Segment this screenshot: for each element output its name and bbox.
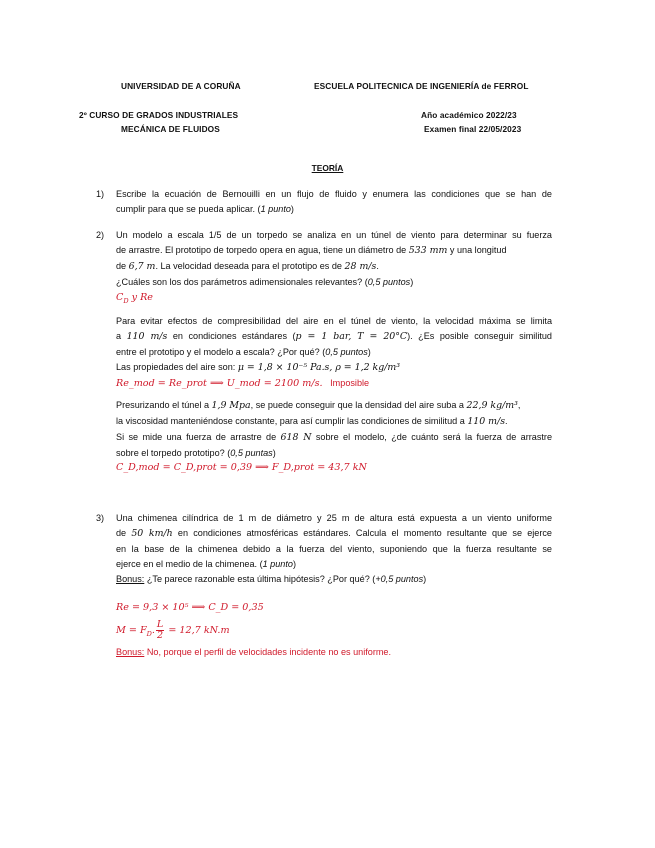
university-name: UNIVERSIDAD DE A CORUÑA [121, 81, 241, 91]
question-2-line-3: de 6,7 m. La velocidad deseada para el prototipo es de 28 m/s. [116, 260, 379, 272]
answer-2a: $C_D$ y Re [116, 291, 153, 305]
question-3-line-1: Una chimenea cilíndrica de 1 m de diámetro y 25 m de altura está expuesta a un viento uniforme [116, 513, 552, 523]
answer-2c: C_D,mod = C_D,prot = 0,39 ⟹ F_D,prot = 43,7 kN [116, 461, 367, 473]
section-title [0, 163, 655, 173]
question-2c-line-4: sobre el torpedo prototipo? (0,5 puntas) [116, 447, 276, 458]
question-1-line-2: cumplir para que se pueda aplicar. (1 punto) [116, 203, 294, 214]
question-2c-line-1: Presurizando el túnel a 1,9 Mpa, se puede conseguir que la densidad del aire suba a 22,9 kg/m³, [116, 399, 521, 411]
question-2b-line-2: a 110 m/s en condiciones estándares (p = 1 bar, T = 20°C). ¿Es posible conseguir similitud [116, 331, 552, 343]
question-2c-line-2: la viscosidad manteniéndose constante, para así cumplir las condiciones de similitud a 110 m/s. [116, 415, 508, 427]
answer-3-re: Re = 9,3 × 10⁵ ⟹ C_D = 0,35 [116, 602, 264, 613]
school-name: ESCUELA POLITECNICA DE INGENIERÍA de FERROL [314, 81, 529, 91]
question-2c-line-3: Si se mide una fuerza de arrastre de 618 N sobre el modelo, ¿de cuánto será la fuerza de arrastre [116, 431, 553, 443]
question-2b-line-4: Las propiedades del aire son: μ = 1,8 × 10⁻⁵ Pa.s, ρ = 1,2 kg/m³ [116, 362, 401, 374]
section-title-text: TEORÍA [311, 163, 344, 173]
question-1-line-1: Escribe la ecuación de Bernouilli en un flujo de fluido y enumera las condiciones que se han de [116, 189, 552, 199]
question-3 [116, 511, 552, 587]
question-2a: ¿Cuáles son los dos parámetros adimensionales relevantes? (0,5 puntos) [116, 276, 414, 287]
question-3-bonus: Bonus: ¿Te parece razonable esta última hipótesis? ¿Por qué? (+0,5 puntos) [116, 573, 427, 584]
question-1-number: 1) [96, 189, 105, 199]
question-2-line-1: Un modelo a escala 1/5 de un torpedo se analiza en un túnel de viento para determinar su fuerza [116, 230, 552, 240]
question-3-line-3: en la base de la chimenea debido a la fuerza del viento, suponiendo que la fuerza resultante se [116, 543, 552, 554]
subject-name: MECÁNICA DE FLUIDOS [121, 124, 220, 134]
answer-3-bonus: Bonus: No, porque el perfil de velocidades incidente no es uniforme. [116, 647, 392, 657]
question-3-line-2: de 50 km/h en condiciones atmosféricas estándares. Calcula el momento resultante que se ejerce [116, 527, 552, 539]
question-2-number: 2) [96, 230, 105, 240]
question-2-line-2: de arrastre. El prototipo de torpedo opera en agua, tiene un diámetro de 533 mm y una longitud [116, 244, 507, 256]
course-name: 2º CURSO DE GRADOS INDUSTRIALES [79, 110, 239, 120]
exam-date: Examen final 22/05/2023 [424, 124, 522, 134]
question-3-number: 3) [96, 513, 105, 523]
question-3-line-4: ejerce en el medio de la chimenea. (1 punto) [116, 558, 296, 569]
answer-3-moment: $M = F_D$. $\frac{L}{2}$ = 12,7 kN.m [116, 619, 230, 641]
question-1 [116, 187, 552, 217]
academic-year: Año académico 2022/23 [421, 110, 517, 120]
question-2b-line-3: entre el prototipo y el modelo a escala? ¿Por qué? (0,5 puntos) [116, 347, 371, 358]
answer-2b: Re_mod = Re_prot ⟹ U_mod = 2100 m/s. Imposible [116, 378, 370, 390]
question-2 [116, 228, 552, 476]
question-2b-line-1: Para evitar efectos de compresibilidad del aire en el túnel de viento, la velocidad máxima se limita [116, 316, 552, 327]
